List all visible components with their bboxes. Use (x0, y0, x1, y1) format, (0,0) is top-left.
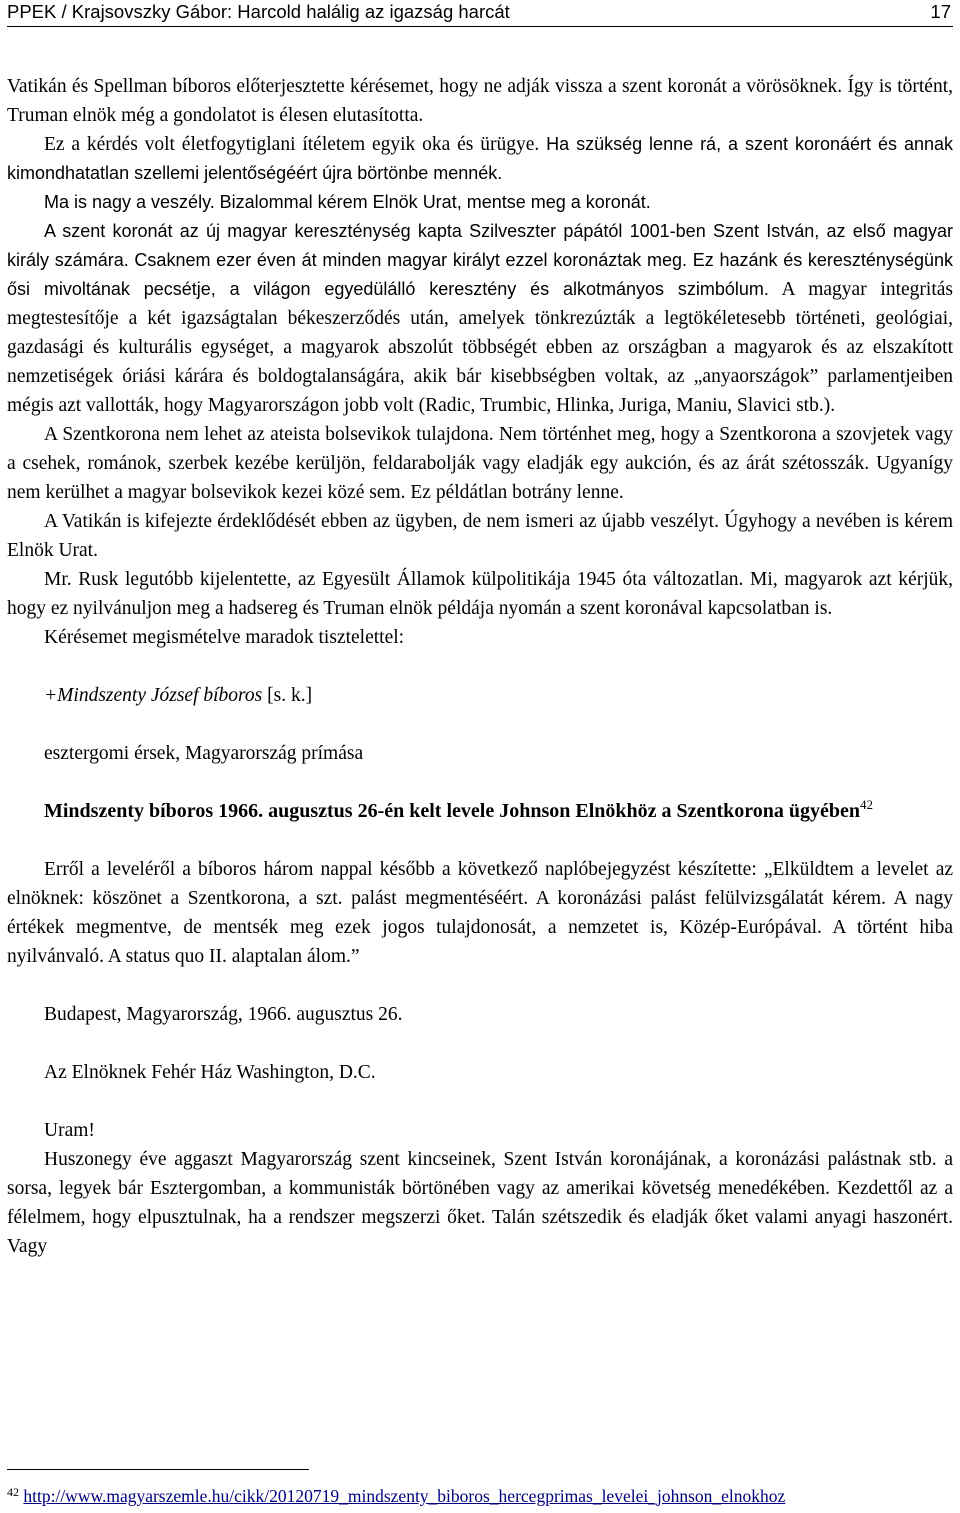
paragraph-3-sentence-1: Ma is nagy a veszély. (44, 192, 215, 212)
paragraph-5: A Szentkorona nem lehet az ateista bolsevikok tulajdona. Nem történhet meg, hogy a Szentkorona a szovjetek vagy a csehek, románok, szerbek kezébe kerüljön, feldarabolják vagy eladják egy aukción, és az árát szétosszák. Ugyanígy nem kerülhet a magyar bolsevikok kezei közé sem. Ez példátlan botrány lenne. (7, 424, 953, 503)
paragraph-3-sentence-2: Bizalommal kérem Elnök Urat, mentse meg a koronát. (219, 192, 651, 212)
paragraph-8: Kérésemet megismételve maradok tisztelettel: (44, 627, 405, 648)
paragraph-3 (7, 188, 953, 217)
signature-mark: [s. k.] (262, 685, 313, 706)
paragraph-2-sentence-2: Ha szükség lenne rá, a szent koronáért és annak kimondhatatlan szellemi jelentőségéért újra börtönbe mennék. (7, 134, 954, 183)
footnote-ref[interactable]: 42 (860, 797, 874, 812)
section-heading-text: Mindszenty bíboros 1966. augusztus 26-én kelt levele Johnson Elnökhöz a Szentkorona ügyében (44, 800, 861, 822)
page-header (7, 0, 953, 27)
paragraph-2-sentence-1: Ez a kérdés volt életfogytiglani ítéletem egyik oka és ürügye. (44, 134, 540, 155)
page-number: 17 (930, 1, 951, 22)
footnote-number: 42 (7, 1485, 19, 1499)
footnote (7, 1484, 957, 1508)
signature-name: +Mindszenty József bíboros (44, 685, 263, 706)
footnote-link[interactable]: http://www.magyarszemle.hu/cikk/20120719_mindszenty_biboros_hercegprimas_levelei_johnson_elnokhoz (23, 1486, 786, 1506)
paragraph-9: Erről a leveléről a bíboros három nappal később a következő naplóbejegyzést készítette: „Elküldtem a levelet az elnöknek: köszönet a Szentkorona, a szt. palást megmentéséért. A koronázási palást felülvizsgálatát kérem. A nagy értékek megmentve, de mentsék meg ezek jogos tulajdonosát, a nemzetet is, Közép-Európával. A történt hiba nyilvánvaló. A status quo II. alaptalan álom.” (7, 859, 953, 967)
document-body (7, 72, 953, 1261)
section-heading (7, 797, 953, 826)
signature-title: esztergomi érsek, Magyarország prímása (44, 743, 364, 764)
signature-line (7, 681, 953, 710)
addressee: Az Elnöknek Fehér Ház Washington, D.C. (44, 1062, 376, 1083)
paragraph-1: Vatikán és Spellman bíboros előterjesztette kérésemet, hogy ne adják vissza a szent koronát a vörösöknek. Így is történt, Truman elnök még a gondolatot is élesen elutasította. (7, 76, 953, 126)
salutation: Uram! (44, 1120, 95, 1141)
paragraph-6: A Vatikán is kifejezte érdeklődését ebben az ügyben, de nem ismeri az újabb veszélyt. Úgyhogy a nevében is kérem Elnök Urat. (7, 511, 953, 561)
paragraph-4 (7, 217, 953, 420)
place-date: Budapest, Magyarország, 1966. augusztus 26. (44, 1004, 403, 1025)
paragraph-7: Mr. Rusk legutóbb kijelentette, az Egyesült Államok külpolitikája 1945 óta változatlan. Mi, magyarok azt kérjük, hogy ez nyilvánuljon meg a hadsereg és Truman elnök példája nyomán a szent koronával kapcsolatban is. (7, 569, 953, 619)
paragraph-10: Huszonegy éve aggaszt Magyarország szent kincseinek, Szent István koronájának, a koronázási palástnak stb. a sorsa, legyek bár Esztergomban, a kommunisták börtönében vagy az amerikai követség menedékében. Kezdettől az a félelmem, hogy elpusztulnak, ha a rendszer megszerzi őket. Talán szétszedik és eladják őket valami anyagi haszonért. Vagy (7, 1149, 953, 1257)
paragraph-4-part-1: A szent koronát az új magyar kereszténység kapta Szilveszter pápától 1001-ben Szent István, az első magyar király számára. Csaknem ezer éven át minden magyar királyt ezzel koronáztak meg. Ez hazánk és kereszténységünk ősi mivoltának pecsétje, a világon egyedülálló keresztény és alkotmányos szimbólum. (7, 221, 953, 299)
paragraph-4-part-2: A magyar integritás megtestesítője a két igazságtalan békeszerződés után, amelyek tönkrezúzták a legtökéletesebb történeti, geológiai, gazdasági és kulturális egységet, a magyarok abszolút többségét ebben az országban a magyarok és az elszakított nemzetiségek óriási kárára és boldogtalanságára, akik bár kisebbségben voltak, az „anyaországok” parlamentjeiben mégis azt vallották, hogy Magyarországon jobb volt (Radic, Trumbic, Hlinka, Juriga, Maniu, Slavici stb.). (7, 279, 953, 416)
header-title: PPEK / Krajsovszky Gábor: Harcold halálig az igazság harcát (7, 1, 510, 22)
footnote-separator (7, 1469, 309, 1470)
paragraph-2 (7, 130, 953, 188)
